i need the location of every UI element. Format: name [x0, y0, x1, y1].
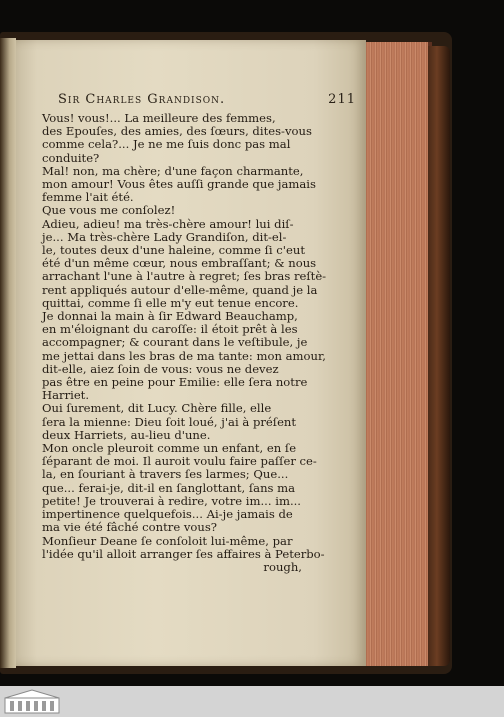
library-footer-bar	[0, 686, 504, 717]
text-line: Que vous me conſolez!	[42, 203, 176, 218]
catchword: rough,	[263, 559, 302, 574]
text-line: ma vie été fâché contre vous?	[42, 520, 218, 535]
text-line: la, en ſouriant à travers ſes larmes; Que...	[42, 467, 289, 482]
text-line: que... ferai-je, dit-il en ſanglottant, ſans ma	[42, 480, 296, 495]
text-line: l'idée qu'il alloit arranger ſes affaires à Peterbo-	[42, 546, 325, 561]
text-line: été d'un même cœur, nous embraſſant; & nous	[42, 256, 317, 271]
text-line: des Epouſes, des amies, des ſœurs, dites-vous	[42, 124, 312, 139]
library-building-icon	[4, 688, 60, 714]
facing-page-edge	[0, 38, 16, 668]
text-line: comme cela?... Je ne me ſuis donc pas mal	[42, 137, 291, 152]
page-number: 211	[328, 92, 356, 107]
text-line: Mal! non, ma chère; d'une façon charmante,	[42, 163, 304, 178]
text-line: quittai, comme ſi elle m'y eut tenue encore.	[42, 295, 299, 310]
text-line: Harriet.	[42, 388, 90, 403]
text-line: dit-elle, aiez ſoin de vous: vous ne devez	[42, 361, 279, 376]
text-line: accompagner; & courant dans le veſtibule, je	[42, 335, 308, 350]
text-line: Je donnai la main à ſir Edward Beauchamp,	[42, 309, 298, 324]
text-line: je... Ma très-chère Lady Grandiſon, dit-el-	[42, 229, 287, 244]
page-stack-edges	[366, 42, 432, 666]
text-line: petite! Je trouverai à redire, votre im... im...	[42, 493, 301, 508]
text-line: rent appliqués autour d'elle-même, quand je la	[42, 282, 318, 297]
text-line: Vous! vous!... La meilleure des femmes,	[42, 111, 276, 125]
text-line: Adieu, adieu! ma très-chère amour! lui diſ-	[42, 216, 294, 231]
cover-right-edge	[428, 46, 450, 666]
text-line: arrachant l'une à l'autre à regret; ſes bras reſtè-	[42, 269, 327, 284]
text-line: Mon oncle pleuroit comme un enfant, en ſe	[42, 441, 297, 456]
running-title: Sir Charles Grandison.	[58, 92, 226, 107]
text-line: ſéparant de moi. Il auroit voulu faire paſſer ce-	[42, 454, 317, 469]
text-line: en m'éloignant du caroſſe: il étoit prêt à les	[42, 322, 298, 337]
text-line: le, toutes deux d'une haleine, comme ſi c'eut	[42, 243, 305, 258]
text-line: Oui ſurement, dit Lucy. Chère fille, elle	[42, 401, 272, 416]
text-line: ſera la mienne: Dieu ſoit loué, j'ai à préſent	[42, 414, 297, 429]
text-line: mon amour! Vous êtes auſſi grande que jamais	[42, 177, 316, 192]
text-line: deux Harriets, au-lieu d'une.	[42, 427, 211, 442]
text-line: pas être en peine pour Emilie: elle ſera notre	[42, 375, 308, 390]
text-line: conduite?	[42, 150, 100, 165]
text-line: femme l'ait été.	[42, 190, 134, 205]
text-line: impertinence quelquefois... Ai-je jamais de	[42, 507, 293, 522]
text-line: Monſieur Deane ſe conſoloit lui-même, par	[42, 533, 293, 548]
page-text	[42, 111, 327, 574]
text-line: me jettai dans les bras de ma tante: mon amour,	[42, 348, 326, 363]
